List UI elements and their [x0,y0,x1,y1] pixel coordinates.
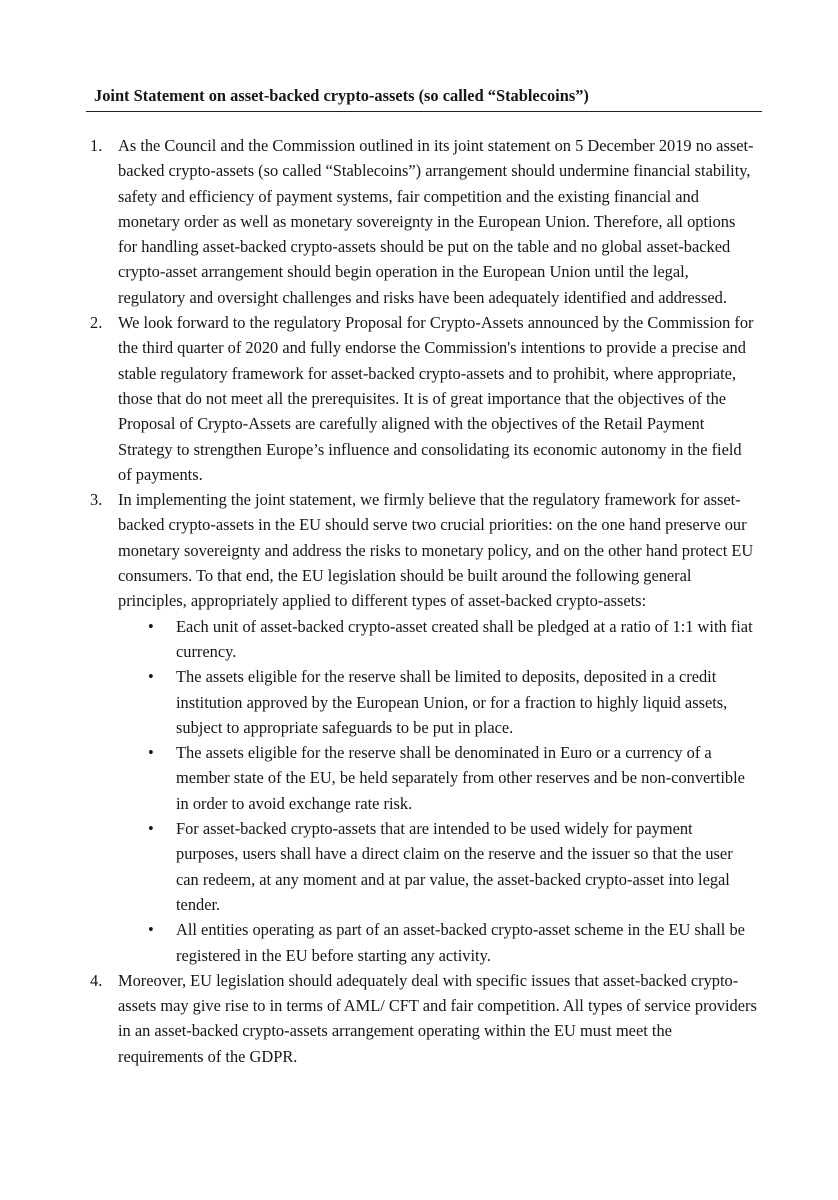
principles-bullet-list [118,614,758,968]
paragraph-number: 3. [90,490,103,510]
paragraph-2 [86,310,758,487]
bullet-item [146,664,758,740]
bullet-text: The assets eligible for the reserve shall be limited to deposits, deposited in a credit institution approved by the European Union, or for a fraction to highly liquid assets, subject to appropriate safeguards to be put in place. [176,667,728,737]
paragraph-text: Moreover, EU legislation should adequately deal with specific issues that asset-backed crypto-assets may give rise to in terms of AML/ CFT and fair competition. All types of service providers in an asset-backed crypto-assets arrangement operating within the EU must meet the requirements of the GDPR. [118,970,757,1066]
bullet-icon: • [148,743,154,763]
bullet-item [146,740,758,816]
bullet-text: All entities operating as part of an asset-backed crypto-asset scheme in the EU shall be registered in the EU before starting any activity. [176,920,745,965]
bullet-icon: • [148,819,154,839]
paragraph-number: 2. [90,313,103,333]
paragraph-text: In implementing the joint statement, we firmly believe that the regulatory framework for asset-backed crypto-assets in the EU should serve two crucial priorities: on the one hand preserve our monetary sovereignty and address the risks to monetary policy, and on the other hand protect EU consumers. To that end, the EU legislation should be built around the following general principles, appropriately applied to different types of asset-backed crypto-assets: [118,490,754,611]
paragraph-number: 1. [90,136,103,155]
bullet-icon: • [148,920,154,940]
paragraph-text: We look forward to the regulatory Proposal for Crypto-Assets announced by the Commission for the third quarter of 2020 and fully endorse the Commission's intentions to provide a precise and stable regulatory framework for asset-backed crypto-assets and to prohibit, where appropriate, those that do not meet all the prerequisites. It is of great importance that the objectives of the Proposal of Crypto-Assets are carefully aligned with the objectives of the Retail Payment Strategy to strengthen Europe’s influence and consolidating its economic autonomy in the field of payments. [118,313,754,484]
paragraph-text: As the Council and the Commission outlined in its joint statement on 5 December 2019 no asset-backed crypto-assets (so called “Stablecoins”) arrangement should undermine financial stability, safety and efficiency of payment systems, fair competition and the existing financial and monetary order as well as monetary sovereignty in the European Union. Therefore, all options for handling asset-backed crypto-assets should be put on the table and no global asset-backed crypto-asset arrangement should begin operation in the European Union until the legal, regulatory and oversight challenges and risks have been adequately identified and addressed. [118,136,754,307]
paragraph-1 [86,133,758,310]
bullet-icon: • [148,616,154,636]
paragraph-number: 4. [90,970,103,990]
bullet-item [146,816,758,917]
bullet-text: Each unit of asset-backed crypto-asset created shall be pledged at a ratio of 1:1 with fiat currency. [176,616,753,661]
bullet-text: The assets eligible for the reserve shall be denominated in Euro or a currency of a member state of the EU, be held separately from other reserves and be non-convertible in order to avoid exchange rate risk. [176,743,745,813]
paragraph-4 [86,968,758,1069]
numbered-paragraph-list [86,133,758,1069]
bullet-item [146,917,758,968]
title-block [86,86,762,112]
bullet-text: For asset-backed crypto-assets that are intended to be used widely for payment purposes, users shall have a direct claim on the reserve and the issuer so that the user can redeem, at any moment and at par value, the asset-backed crypto-asset into legal tender. [176,819,733,914]
bullet-item [146,614,758,665]
paragraph-3 [86,487,758,968]
bullet-icon: • [148,667,154,687]
document-title: Joint Statement on asset-backed crypto-assets (so called “Stablecoins”) [94,86,589,105]
